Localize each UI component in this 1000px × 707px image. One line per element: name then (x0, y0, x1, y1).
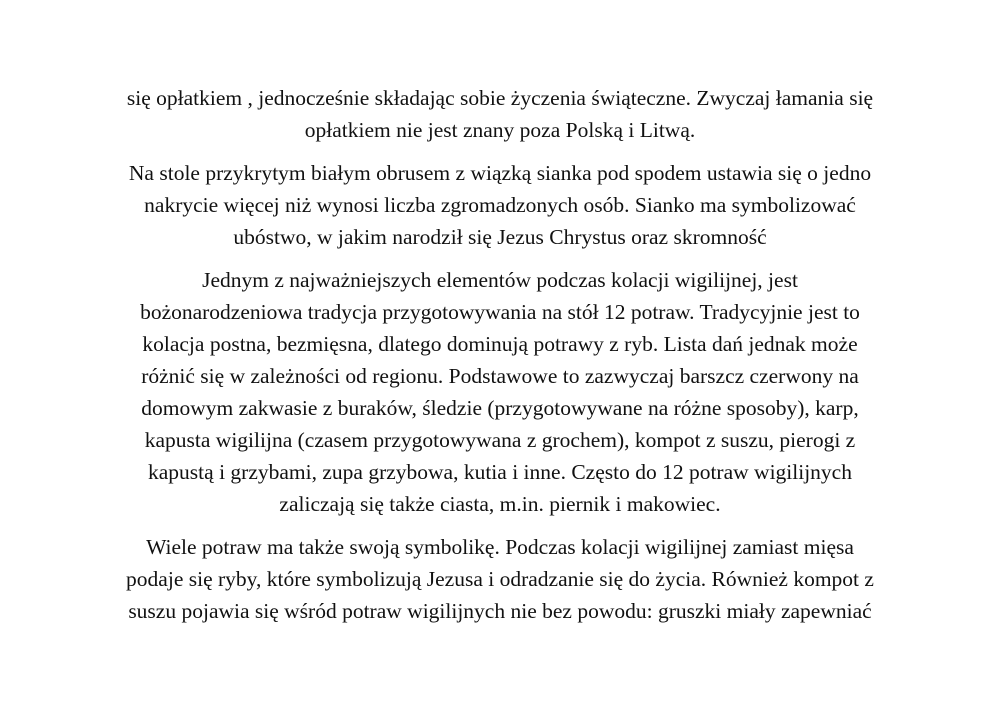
paragraph-2-line-2: nakrycie więcej niż wynosi liczba zgromadzonych osób. Sianko ma symbolizować (144, 193, 856, 217)
paragraph-2-line-3: ubóstwo, w jakim narodził się Jezus Chrystus oraz skromność (233, 225, 767, 249)
paragraph-4-line-1: Wiele potraw ma także swoją symbolikę. Podczas kolacji wigilijnej zamiast mięsa (146, 535, 854, 559)
paragraph-3-line-6: kapusta wigilijna (czasem przygotowywana z grochem), kompot z suszu, pierogi z (144, 428, 856, 452)
paragraph-4-line-2: podaje się ryby, które symbolizują Jezusa i odradzanie się do życia. Również kompot z (126, 567, 874, 591)
paragraph-3-line-3: kolacja postna, bezmięsna, dlatego dominują potrawy z ryb. Lista dań jednak może (142, 332, 858, 356)
paragraph-3-line-1: Jednym z najważniejszych elementów podczas kolacji wigilijnej, jest (202, 268, 798, 292)
paragraph-4-line-3: suszu pojawia się wśród potraw wigilijnych nie bez powodu: gruszki miały zapewniać (128, 599, 872, 623)
paragraph-3-line-2: bożonarodzeniowa tradycja przygotowywania na stół 12 potraw. Tradycyjnie jest to (140, 300, 860, 324)
paragraph-3-line-4: różnić się w zależności od regionu. Podstawowe to zazwyczaj barszcz czerwony na (141, 364, 859, 388)
paragraph-2-line-1: Na stole przykrytym białym obrusem z wiązką sianka pod spodem ustawia się o jedno (128, 161, 872, 185)
paragraph-1-line-1: się opłatkiem , jednocześnie składając sobie życzenia świąteczne. Zwyczaj łamania się (126, 86, 874, 110)
paragraph-3-line-8: zaliczają się także ciasta, m.in. piernik i makowiec. (279, 492, 721, 516)
paragraph-1-line-2: opłatkiem nie jest znany poza Polską i Litwą. (304, 118, 696, 142)
paragraph-3-line-5: domowym zakwasie z buraków, śledzie (przygotowywane na różne sposoby), karp, (141, 396, 859, 420)
paragraph-3-line-7: kapustą i grzybami, zupa grzybowa, kutia i inne. Często do 12 potraw wigilijnych (148, 460, 852, 484)
